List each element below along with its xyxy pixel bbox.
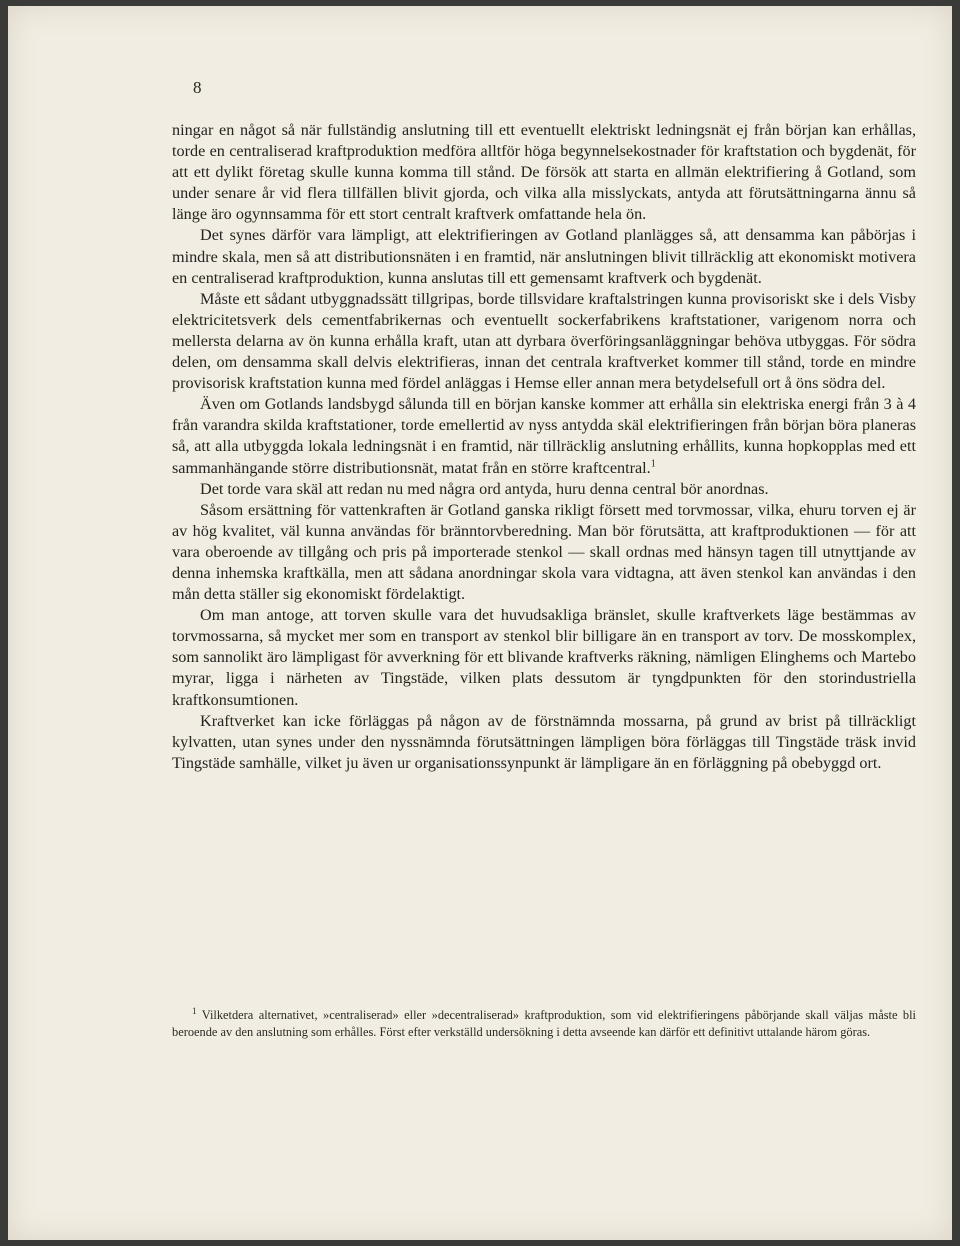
- footnote-mark: 1: [192, 1005, 197, 1016]
- footnote-reference: 1: [650, 458, 656, 470]
- paragraph-1: ningar en något så när fullständig anslutning till ett eventuellt elektriskt ledningsnät ej från början kan erhållas, torde en centraliserad kraftproduktion medföra alltför höga begynnelsekostnader för kraftstation och bygdenät, för att ett dylikt företag skulle kunna komma till stånd. De försök att starta en allmän elektrifiering å Gotland, som under senare år vid flera tillfällen blivit gjorda, och vilka alla misslyckats, antyda att förutsättningarna ännu så länge äro ogynnsamma för ett stort centralt kraftverk omfattande hela ön.: [172, 121, 916, 224]
- paragraph-2: Det synes därför vara lämpligt, att elektrifieringen av Gotland planlägges så, att densamma kan påbörjas i mindre skala, men så att distributionsnäten i en framtid, när anslutningen blivit tillräcklig att ekonomiskt motivera en centraliserad kraftproduktion, kunna anslutas till ett gemensamt kraftverk och bygdenät.: [172, 226, 916, 287]
- document-page: [8, 6, 952, 1240]
- paragraph-4: [172, 394, 916, 478]
- footnote-1: [172, 1007, 916, 1041]
- footnote-text: Vilketdera alternativet, »centraliserad» eller »decentraliserad» kraftproduktion, som vid elektrifieringens påbörjande skall väljas måste bli beroende av den anslutning som erhålles. Först efter verkställd undersökning i detta avseende kan därför ett definitivt uttalande härom göras.: [172, 1008, 916, 1039]
- paragraph-5: Det torde vara skäl att redan nu med några ord antyda, huru denna central bör anordnas.: [200, 479, 769, 498]
- paragraph-3: Måste ett sådant utbyggnadssätt tillgripas, borde tillsvidare kraftalstringen kunna provisoriskt ske i dels Visby elektricitetsverk dels cementfabrikernas och eventuellt sockerfabrikens kraftstationer, varigenom norra och mellersta delarna av ön kunna erhålla kraft, utan att dyrbara överföringsanläggningar behöva utbyggas. För södra delen, om densamma skall delvis elektrifieras, innan det centrala kraftverket kommer till stånd, torde en mindre provisorisk kraftstation kunna med fördel anläggas i Hemse eller annan mera betydelsefull ort å öns södra del.: [172, 289, 916, 393]
- paragraph-6: Såsom ersättning för vattenkraften är Gotland ganska rikligt försett med torvmossar, vilka, ehuru torven ej är av hög kvalitet, väl kunna användas för bränntorvberedning. Man bör förutsätta, att kraftproduktionen — för att vara oberoende av tillgång och pris på importerade stenkol — skall ordnas med hänsyn tagen till utnyttjande av denna inhemska kraftkälla, men att sådana anordningar skola vara vidtagna, att även stenkol kan användas i den mån detta ställer sig ekonomiskt fördelaktigt.: [172, 500, 916, 604]
- paragraph-7: Om man antoge, att torven skulle vara det huvudsakliga bränslet, skulle kraftverkets läge bestämmas av torvmossarna, så mycket mer som en transport av stenkol blir billigare än en transport av torv. De mosskomplex, som sannolikt äro lämpligast för avverkning för ett blivande kraftverks räkning, nämligen Elinghems och Martebo myrar, ligga i närheten av Tingstäde, vilken plats dessutom är tyngdpunkten för den storindustriella kraftkonsumtionen.: [172, 606, 916, 709]
- footnotes: [172, 1007, 916, 1041]
- paragraph-4-text: Även om Gotlands landsbygd sålunda till en början kanske kommer att erhålla sin elektriska energi från 3 à 4 från varandra skilda kraftstationer, torde emellertid av nyss antydda skäl elektrifieringen från början böra planeras så, att alla utbyggda lokala ledningsnät i en framtid, när tillräcklig anslutning erhållits, kunna hopkopplas med ett sammanhängande större distributionsnät, matat från en större kraftcentral.: [172, 395, 916, 477]
- paragraph-8: Kraftverket kan icke förläggas på någon av de förstnämnda mossarna, på grund av brist på tillräckligt kylvatten, utan synes under den nyssnämnda förutsättningen lämpligen böra förläggas till Tingstäde träsk invid Tingstäde samhälle, vilket ju även ur organisationssynpunkt är lämpligare än en förläggning på obebyggd ort.: [172, 711, 916, 772]
- page-number: 8: [193, 78, 202, 97]
- body-text: [172, 120, 916, 774]
